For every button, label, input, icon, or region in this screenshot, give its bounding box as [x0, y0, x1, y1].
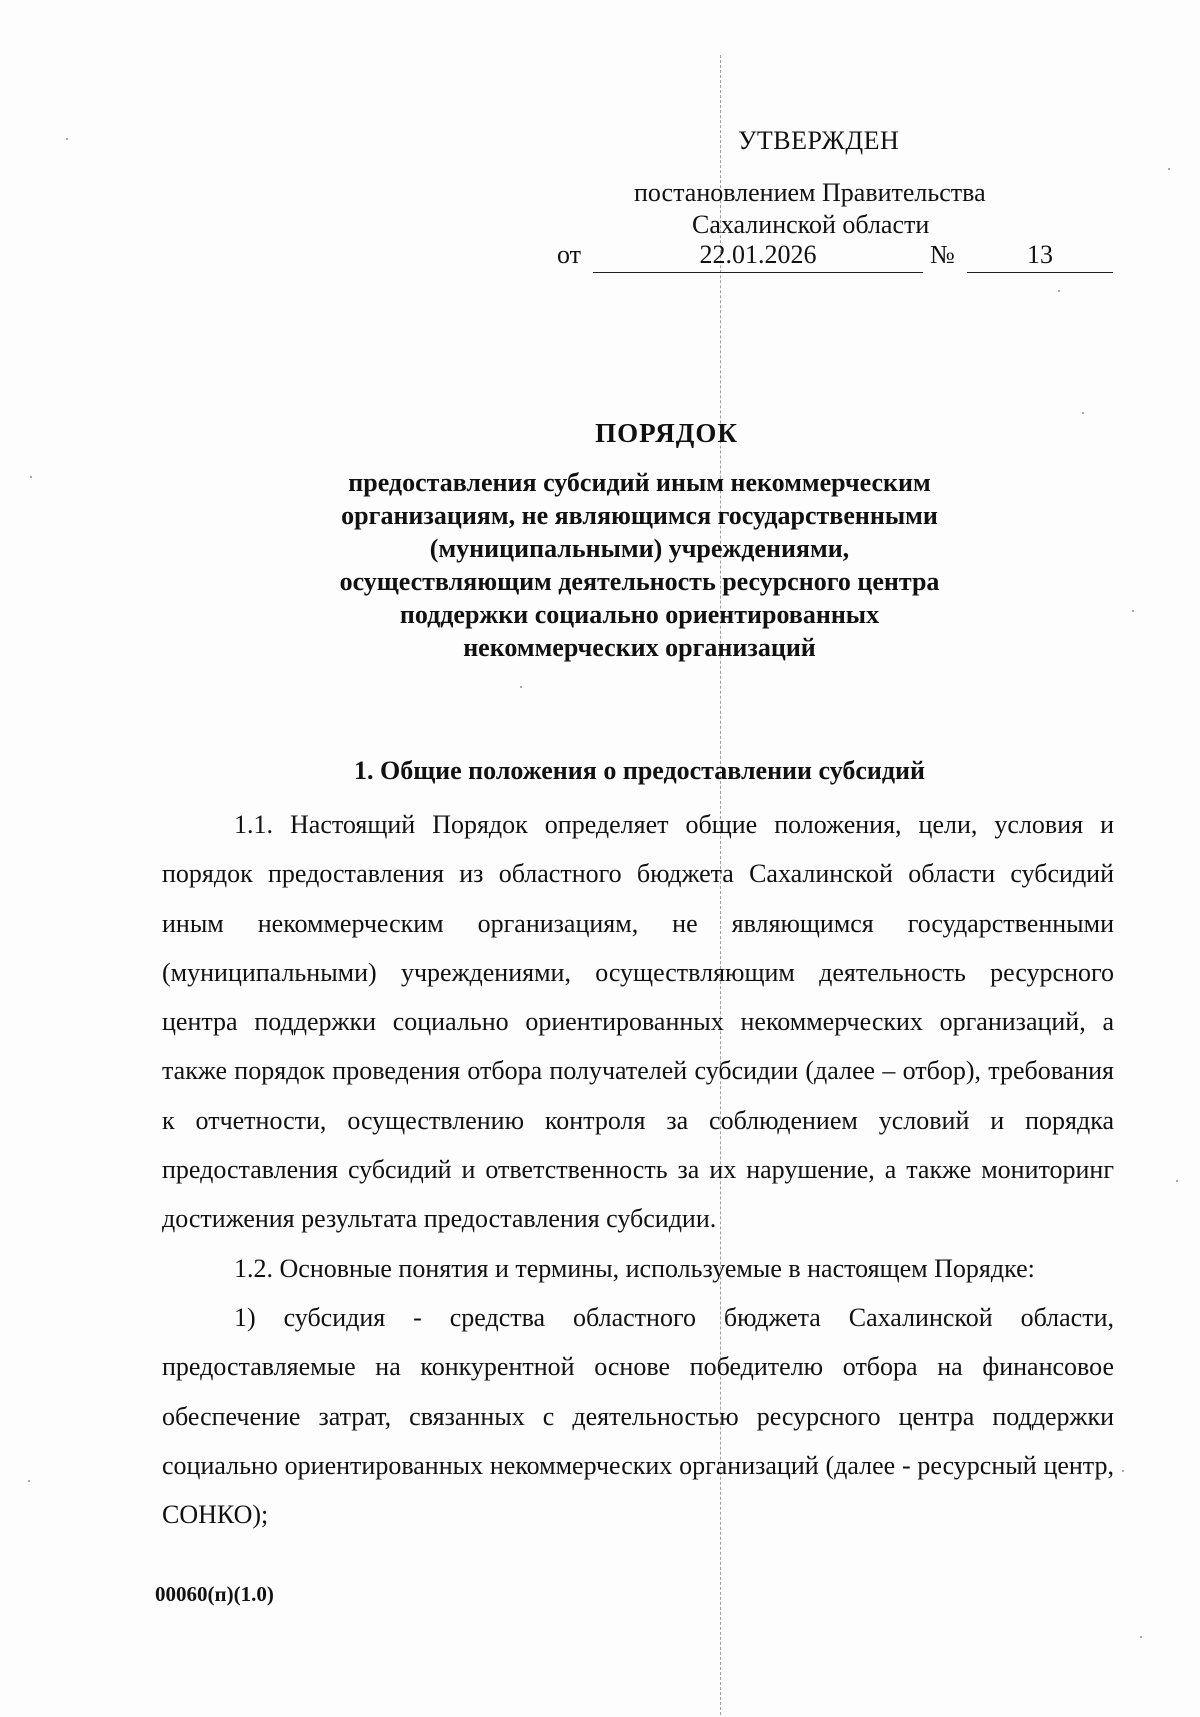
scan-speck — [1122, 1470, 1124, 1472]
scan-speck — [1176, 1180, 1178, 1182]
scan-speck — [1132, 610, 1134, 612]
paragraph-definition-1: 1) субсидия - средства областного бюджета Сахалинской области, предоставляемые на конкурентной основе победителю отбора на финансовое обеспечение затрат, связанных с деятельностью ресурсного центра поддержки социально ориентированных некоммерческих организаций (далее - ресурсный центр, СОНКО); — [162, 1302, 1114, 1530]
scan-speck — [1082, 412, 1084, 414]
scan-speck — [1058, 290, 1060, 292]
subtitle-line: предоставления субсидий иным некоммерческим — [348, 468, 931, 497]
approval-stamp-title: УТВЕРЖДЕН — [738, 126, 900, 155]
approval-line-government: постановлением Правительства — [634, 178, 986, 207]
from-label: от — [557, 240, 582, 269]
approval-line-region: Сахалинской области — [692, 210, 930, 239]
scan-speck — [1168, 168, 1170, 170]
scan-speck — [66, 138, 68, 140]
subtitle-line: организациям, не являющимся государственными — [341, 501, 938, 530]
section-heading: 1. Общие положения о предоставлении субсидий — [353, 756, 926, 785]
approval-date: 22.01.2026 — [593, 240, 923, 273]
scan-speck — [30, 476, 32, 478]
subtitle-line: (муниципальными) учреждениями, — [429, 534, 850, 563]
document-subtitle — [160, 466, 1119, 664]
approval-date-row — [557, 240, 1113, 276]
document-title: ПОРЯДОК — [595, 418, 738, 448]
number-sign: № — [930, 240, 955, 269]
scan-speck — [520, 686, 522, 688]
scan-speck — [28, 1480, 30, 1482]
scan-speck — [1140, 1636, 1142, 1638]
paragraph-1-2: 1.2. Основные понятия и термины, используемые в настоящем Порядке: — [234, 1253, 1035, 1283]
approval-number: 13 — [967, 240, 1113, 273]
subtitle-line: некоммерческих организаций — [463, 633, 816, 662]
subtitle-line: осуществляющим деятельность ресурсного центра — [339, 567, 940, 596]
paragraph-1-1: 1.1. Настоящий Порядок определяет общие положения, цели, условия и порядок предоставления из областного бюджета Сахалинской области субсидий иным некоммерческим организациям, не являющимся государственными (муниципальными) учреждениями, осуществляющим деятельность ресурсного центра поддержки социально ориентированных некоммерческих организаций, а также порядок проведения отбора получателей субсидии (далее – отбор), требования к отчетности, осуществлению контроля за соблюдением условий и порядка предоставления субсидий и ответственность за их нарушение, а также мониторинг достижения результата предоставления субсидии. — [162, 810, 1114, 1234]
document-code: 00060(п)(1.0) — [155, 1582, 274, 1606]
document-body — [162, 800, 1114, 1539]
subtitle-line: поддержки социально ориентированных — [399, 600, 880, 629]
